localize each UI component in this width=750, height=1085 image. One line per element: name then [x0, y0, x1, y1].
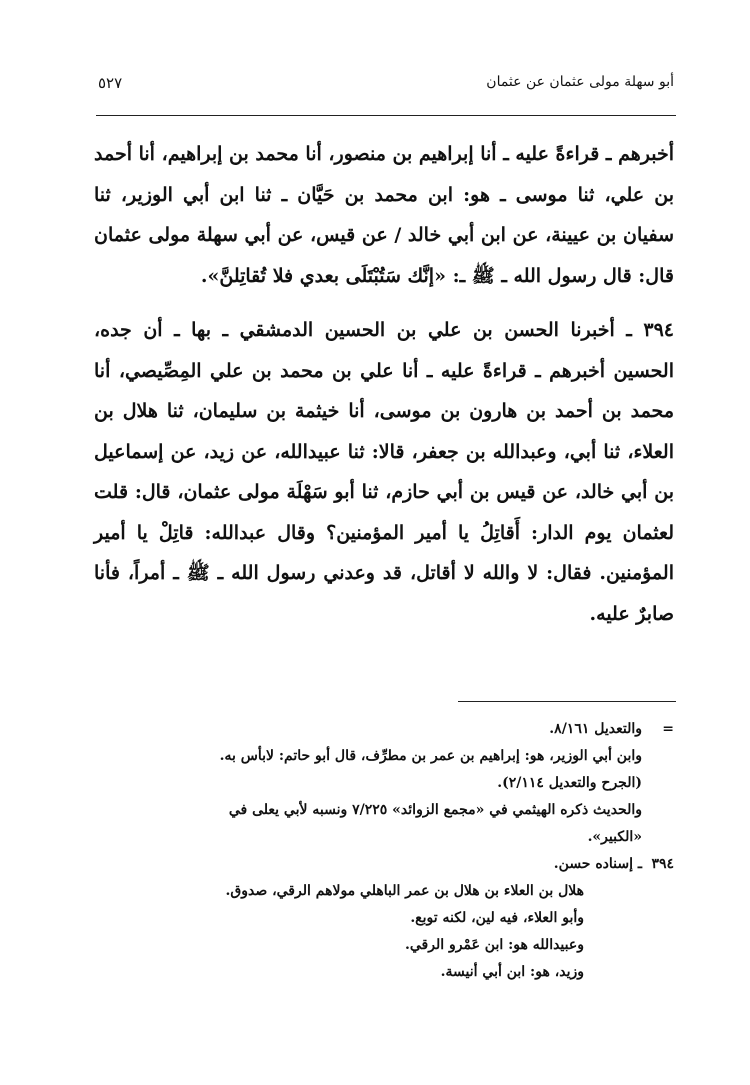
- footnote-sub-line: وعبيدالله هو: ابن عَمْرو الرقي.: [405, 937, 584, 953]
- paragraph-hadith-394: ٣٩٤ ـ أخبرنا الحسن بن علي بن الحسين الدمشقي ـ بها ـ أن جده، الحسين أخبرهم ـ قراءةً عليه ـ أنا علي بن محمد بن علي المِصِّيصي، أنا محمد بن أحمد بن هارون بن موسى، أنا خيثمة بن سليمان، ثنا هلال بن العلاء، ثنا أبي، وعبدالله بن جعفر، قالا: ثنا عبيدالله، عن زيد، عن إسماعيل بن أبي خالد، عن قيس بن أبي حازم، ثنا أبو سَهْلَة مولى عثمان، قال: قلت لعثمان يوم الدار: أَقاتِلُ يا أمير المؤمنين؟ وقال عبدالله: قاتِلْ يا أمير المؤمنين. فقال: لا والله لا أقاتل، قد وعدني رسول الله ـ ﷺ ـ أمراً، فأنا صابرٌ عليه.: [94, 319, 675, 625]
- footnote-continuation-marker: =: [662, 721, 674, 737]
- footnote-line: «الكبير».: [587, 829, 642, 845]
- footnote-394: [94, 851, 674, 878]
- footnote-text: ـ إسناده حسن.: [553, 856, 642, 872]
- running-header-title: أبو سهلة مولى عثمان عن عثمان: [486, 74, 674, 90]
- footnote-continuation-line: [94, 716, 674, 743]
- footnote-line: والحديث ذكره الهيثمي في «مجمع الزوائد» ٧/٢٢٥ ونسبه لأبي يعلى في: [228, 802, 642, 818]
- footnote-number: ٣٩٤: [651, 856, 674, 872]
- page-number: ٥٢٧: [98, 74, 123, 92]
- footnote-line: وابن أبي الوزير، هو: إبراهيم بن عمر بن مطرِّف، قال أبو حاتم: لابأس به.: [219, 748, 642, 764]
- footnote-line: (الجرح والتعديل ٢/١١٤).: [497, 775, 642, 791]
- footnote-text: والتعديل ٨/١٦١.: [549, 721, 642, 737]
- header-divider: [96, 115, 676, 116]
- footnotes: [94, 716, 674, 986]
- footnote-divider: [458, 701, 676, 702]
- paragraph-hadith-393-continuation: أخبرهم ـ قراءةً عليه ـ أنا إبراهيم بن منصور، أنا محمد بن إبراهيم، أنا أحمد بن علي، ثنا موسى ـ هو: ابن محمد بن حَيَّان ـ ثنا ابن أبي الوزير، ثنا سفيان بن عيينة، عن ابن أبي خالد / عن قيس، عن أبي سهلة مولى عثمان قال: قال رسول الله ـ ﷺ ـ: «إنَّك سَتُبْتَلَى بعدي فلا تُقاتِلنَّ».: [94, 143, 674, 287]
- footnote-sub-line: وزيد، هو: ابن أبي أنيسة.: [440, 964, 584, 980]
- footnote-sub-line: هلال بن العلاء بن هلال بن عمر الباهلي مولاهم الرقي، صدوق.: [225, 883, 584, 899]
- main-text: [94, 134, 674, 634]
- footnote-sub-line: وأبو العلاء، فيه لين، لكنه توبع.: [410, 910, 584, 926]
